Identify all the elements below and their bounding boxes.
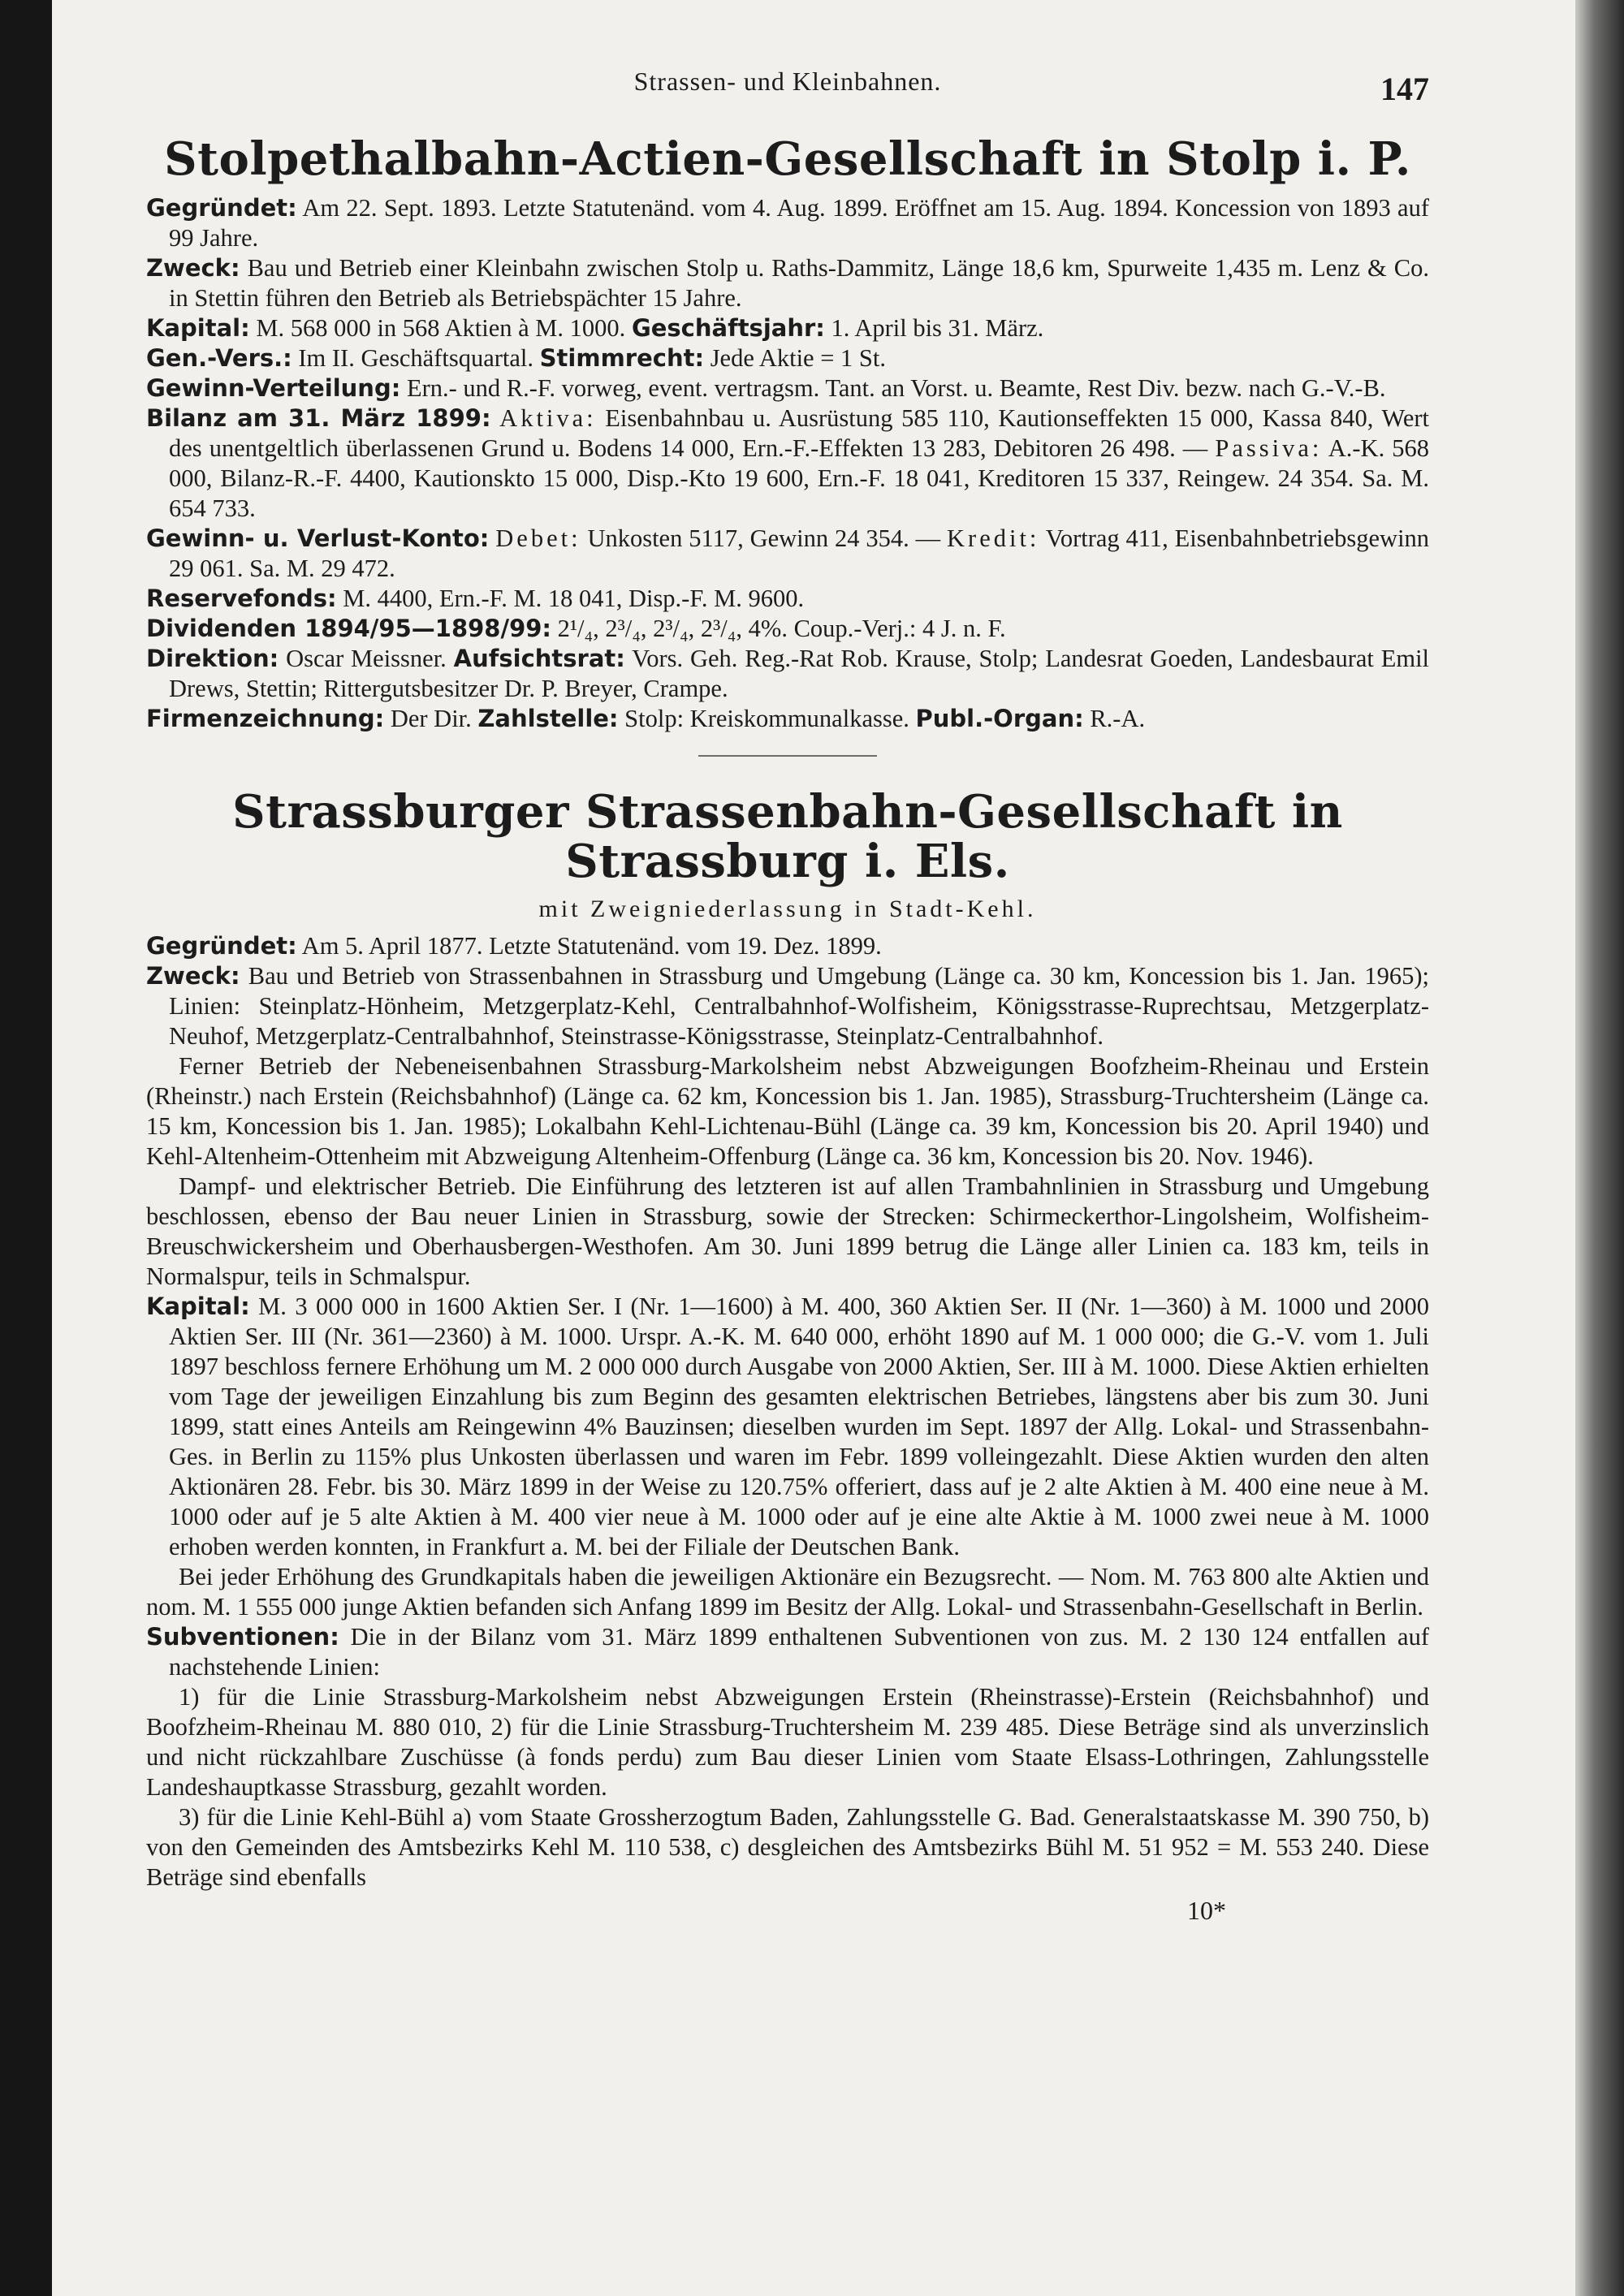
company-title: Strassburger Strassenbahn-Gesellschaft in Strassburg i. Els. (232, 784, 1343, 889)
entry-gewinn-verlust: Gewinn- u. Verlust-Konto: Debet: Unkosten 5117, Gewinn 24 354. — Kredit: Vortrag 411, Eisenbahnbetriebsgewinn 29 061. Sa. M. 29 472. (146, 524, 1430, 582)
entry-direktion: Direktion: Oscar Meissner. Aufsichtsrat: Vors. Geh. Reg.-Rat Rob. Krause, Stolp; Landesrat Goeden, Landesbaurat Emil Drews, Stettin; Rittergutsbesitzer Dr. P. Breyer, Crampe. (146, 644, 1430, 702)
entry-gegruendet: Gegründet: Am 5. April 1877. Letzte Statutenänd. vom 19. Dez. 1899. (146, 931, 882, 960)
document-page (146, 58, 1429, 1926)
entry-bilanz: Bilanz am 31. März 1899: Aktiva: Eisenbahnbau u. Ausrüstung 585 110, Kautionseffekten 15 000, Kassa 840, Wert des unentgeltlich überlassenen Grund u. Bodens 14 000, Ern.-F.-Effekten 13 283, Debitoren 26 498. — Passiva: A.-K. 568 000, Bilanz-R.-F. 4400, Kautionskto 15 000, Disp.-Kto 19 600, Ern.-F. 18 041, Kreditoren 15 337, Reingew. 24 354. Sa. M. 654 733. (146, 404, 1430, 522)
entry-zweck-continued: Dampf- und elektrischer Betrieb. Die Einführung des letzteren ist auf allen Trambahnlinien in Strassburg und Umgebung beschlossen, ebenso der Bau neuer Linien in Strassburg, sowie der Strecken: Schirmeckerthor-Lingolsheim, Wolfisheim-Breuschwickersheim und Oberhausbergen-Westhofen. Am 30. Juni 1899 betrug die Länge aller Linien ca. 183 km, teils in Normalspur, teils in Schmalspur. (146, 1172, 1429, 1290)
running-title: Strassen- und Kleinbahnen. (633, 67, 942, 96)
entry-firmenzeichnung: Firmenzeichnung: Der Dir. Zahlstelle: Stolp: Kreiskommunalkasse. Publ.-Organ: R.-A. (146, 704, 1146, 732)
scan-right-edge (1575, 0, 1624, 2296)
entry-gegruendet: Gegründet: Am 22. Sept. 1893. Letzte Statutenänd. vom 4. Aug. 1899. Eröffnet am 15. Aug. 1894. Koncession von 1893 auf 99 Jahre. (146, 193, 1429, 252)
entry-kapital-continued: Bei jeder Erhöhung des Grundkapitals haben die jeweiligen Aktionäre ein Bezugsrecht. — Nom. M. 763 800 alte Aktien und nom. M. 1 555 000 junge Aktien befanden sich Anfang 1899 im Besitz der Allg. Lokal- und Strassenbahn-Gesellschaft in Berlin. (146, 1562, 1429, 1621)
entry-gewinn-verteilung: Gewinn-Verteilung: Ern.- und R.-F. vorweg, event. vertragsm. Tant. an Vorst. u. Beamte, Rest Div. bezw. nach G.-V.-B. (146, 373, 1386, 402)
company-subtitle: mit Zweigniederlassung in Stadt-Kehl. (538, 895, 1037, 922)
entry-kapital: Kapital: M. 568 000 in 568 Aktien à M. 1000. Geschäftsjahr: 1. April bis 31. März. (146, 313, 1044, 342)
entry-subventionen: Subventionen: Die in der Bilanz vom 31. März 1899 enthaltenen Subventionen von zus. M. 2 130 124 entfallen auf nachstehende Linien: (146, 1622, 1429, 1681)
company-entry-stolp (146, 132, 1430, 734)
signature-mark: 10* (1187, 1895, 1226, 1925)
entry-dividenden: Dividenden 1894/95—1898/99: 2¹/₄, 2³/₄, 2³/₄, 2³/₄, 4%. Coup.-Verj.: 4 J. n. F. (146, 614, 1006, 642)
entry-subventionen-continued: 1) für die Linie Strassburg-Markolsheim nebst Abzweigungen Erstein (Rheinstrasse)-Erstein (Reichsbahnhof) und Boofzheim-Rheinau M. 880 010, 2) für die Linie Strassburg-Truchtersheim M. 239 485. Diese Beträge sind als unverzinslich und nicht rückzahlbare Zuschüsse (à fonds perdu) zum Bau dieser Linien vom Staate Elsass-Lothringen, Zahlungsstelle Landeshauptkasse Strassburg, gezahlt worden. (146, 1682, 1429, 1801)
company-title: Stolpethalbahn-Actien-Gesellschaft in Stolp i. P. (164, 132, 1411, 186)
entry-zweck: Zweck: Bau und Betrieb einer Kleinbahn zwischen Stolp u. Raths-Dammitz, Länge 18,6 km, Spurweite 1,435 m. Lenz & Co. in Stettin führen den Betrieb als Betriebspächter 15 Jahre. (146, 253, 1429, 312)
page-number: 147 (1380, 71, 1429, 107)
entry-zweck: Zweck: Bau und Betrieb von Strassenbahnen in Strassburg und Umgebung (Länge ca. 30 km, Koncession bis 1. Jan. 1965); Linien: Steinplatz-Hönheim, Metzgerplatz-Kehl, Centralbahnhof-Wolfisheim, Königsstrasse-Ruprechtsau, Metzgerplatz-Neuhof, Metzgerplatz-Centralbahnhof, Steinstrasse-Königsstrasse, Steinplatz-Centralbahnhof. (146, 961, 1429, 1050)
entry-gen-vers: Gen.-Vers.: Im II. Geschäftsquartal. Stimmrecht: Jede Aktie = 1 St. (146, 343, 886, 372)
section-divider (698, 755, 877, 757)
entry-subventionen-continued: 3) für die Linie Kehl-Bühl a) vom Staate Grossherzogtum Baden, Zahlungsstelle G. Bad. Generalstaatskasse M. 390 750, b) von den Gemeinden des Amtsbezirks Kehl M. 110 538, c) desgleichen des Amtsbezirks Bühl M. 51 952 = M. 553 240. Diese Beträge sind ebenfalls (146, 1802, 1429, 1891)
company-entry-strassburg (146, 784, 1430, 1892)
entry-kapital: Kapital: M. 3 000 000 in 1600 Aktien Ser. I (Nr. 1—1600) à M. 400, 360 Aktien Ser. II (Nr. 1—360) à M. 1000 und 2000 Aktien Ser. III (Nr. 361—2360) à M. 1000. Urspr. A.-K. M. 640 000, erhöht 1890 auf M. 1 000 000; die G.-V. vom 1. Juli 1897 beschloss fernere Erhöhung um M. 2 000 000 durch Ausgabe von 2000 Aktien, Ser. III à M. 1000. Diese Aktien erhielten vom Tage der jeweiligen Einzahlung bis zum Beginn des gesamten elektrischen Betriebes, längstens aber bis zum 30. Juni 1899, statt eines Anteils am Reingewinn 4% Bauzinsen; dieselben wurden im Sept. 1897 der Allg. Lokal- und Strassenbahn-Ges. in Berlin zu 115% plus Unkosten überlassen und waren im Febr. 1899 volleingezahlt. Diese Aktien wurden den alten Aktionären 28. Febr. bis 30. März 1899 in der Weise zu 120.75% offeriert, dass auf je 2 alte Aktien à M. 400 eine neue à M. 1000 oder auf je 5 alte Aktien à M. 400 vier neue à M. 1000 oder auf je eine alte Aktie à M. 1000 zwei neue à M. 1000 erhoben werden konnten, in Frankfurt a. M. bei der Filiale der Deutschen Bank. (146, 1292, 1430, 1560)
entry-reservefonds: Reservefonds: M. 4400, Ern.-F. M. 18 041, Disp.-F. M. 9600. (146, 584, 805, 612)
running-head (146, 58, 1429, 115)
scan-left-edge (0, 0, 52, 2296)
entry-zweck-continued: Ferner Betrieb der Nebeneisenbahnen Strassburg-Markolsheim nebst Abzweigungen Boofzheim-Rheinau und Erstein (Rheinstr.) nach Erstein (Reichsbahnhof) (Länge ca. 62 km, Koncession bis 1. Jan. 1985), Strassburg-Truchtersheim (Länge ca. 15 km, Koncession bis 1. Jan. 1985); Lokalbahn Kehl-Lichtenau-Bühl (Länge ca. 39 km, Koncession bis 20. April 1940) und Kehl-Altenheim-Ottenheim mit Abzweigung Altenheim-Offenburg (Länge ca. 36 km, Koncession bis 20. Nov. 1946). (146, 1051, 1429, 1170)
